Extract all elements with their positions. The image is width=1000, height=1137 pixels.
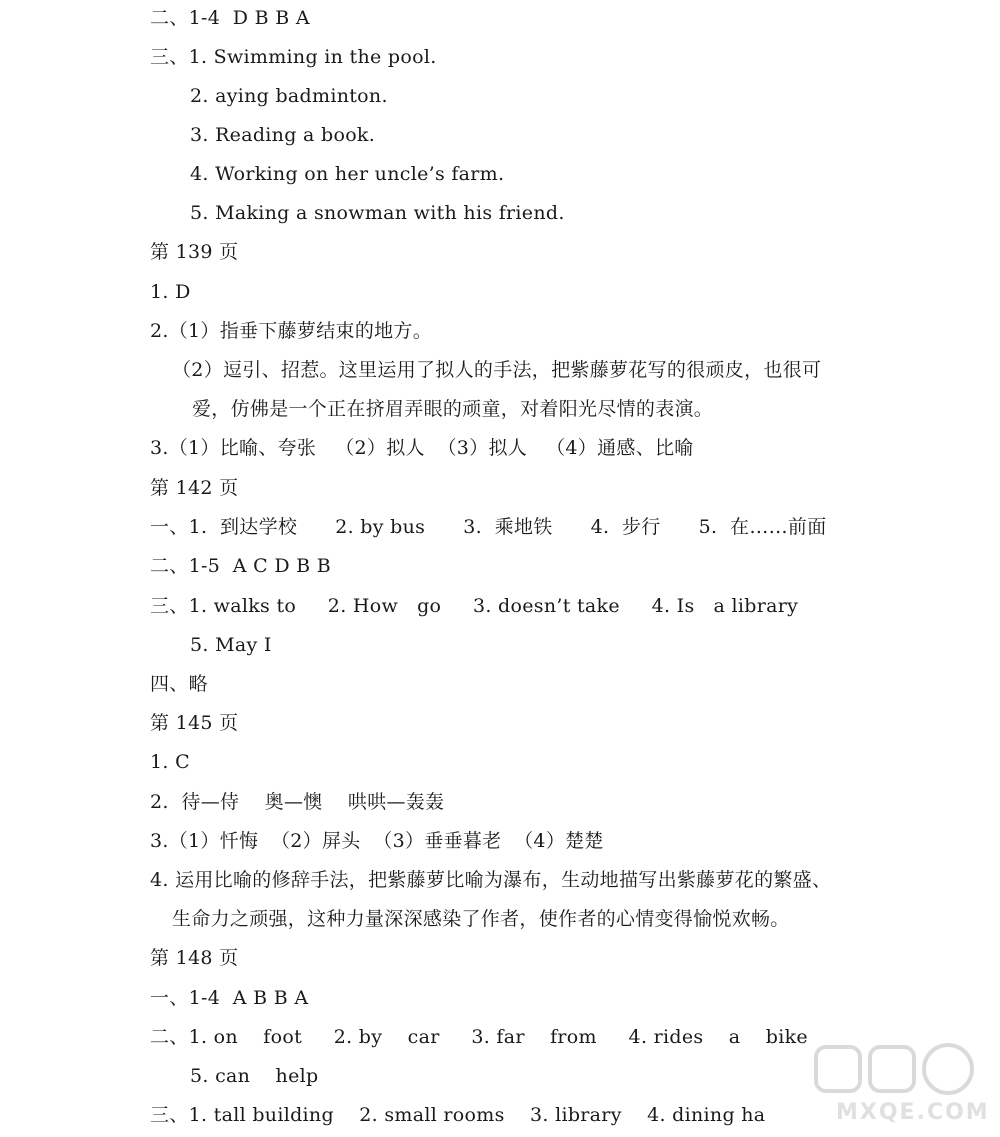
page-heading: 第 139 页	[150, 241, 239, 263]
answer-line: 5. May I	[190, 634, 272, 656]
answer-line: 二、1-4 D B B A	[150, 7, 310, 29]
page-heading: 第 148 页	[150, 947, 239, 969]
answer-line: 2. aying badminton.	[190, 85, 388, 107]
answer-line: 爱，仿佛是一个正在挤眉弄眼的顽童，对着阳光尽情的表演。	[192, 398, 714, 420]
answer-line: 1. C	[150, 751, 190, 773]
answer-line: 3. Reading a book.	[190, 124, 376, 146]
answer-line: 一、1-4 A B B A	[150, 987, 309, 1009]
answer-line: 二、1-5 A C D B B	[150, 555, 332, 577]
answer-line: （2）逗引、招惹。这里运用了拟人的手法，把紫藤萝花写的很顽皮，也很可	[172, 359, 822, 381]
page-heading: 第 145 页	[150, 712, 239, 734]
answer-line: 三、1. walks to 2. How go 3. doesn’t take 4. Is a library	[150, 595, 799, 617]
answer-line: 3.（1）忏悔 （2）屏头 （3）垂垂暮老 （4）楚楚	[150, 830, 604, 852]
answer-line: 二、1. on foot 2. by car 3. far from 4. rides a bike	[150, 1026, 808, 1048]
answer-line: 5. can help	[190, 1065, 319, 1087]
answer-line: 4. 运用比喻的修辞手法，把紫藤萝比喻为瀑布，生动地描写出紫藤萝花的繁盛、	[150, 869, 832, 891]
answer-line: 1. D	[150, 281, 191, 303]
watermark-logo	[808, 1039, 988, 1131]
answer-line: 四、略	[150, 673, 208, 695]
answer-line: 2.（1）指垂下藤萝结束的地方。	[150, 320, 433, 342]
answer-line: 2. 待—侍 奥—懊 哄哄—轰轰	[150, 791, 445, 813]
answer-line: 三、1. tall building 2. small rooms 3. library 4. dining ha	[150, 1104, 766, 1126]
answer-line: 生命力之顽强，这种力量深深感染了作者，使作者的心情变得愉悦欢畅。	[172, 908, 790, 930]
answer-line: 5. Making a snowman with his friend.	[190, 202, 565, 224]
watermark-text: MXQE.COM	[836, 1100, 990, 1125]
answer-line: 一、1. 到达学校 2. by bus 3. 乘地铁 4. 步行 5. 在……前面	[150, 516, 827, 538]
page-heading: 第 142 页	[150, 477, 239, 499]
answer-line: 三、1. Swimming in the pool.	[150, 46, 437, 68]
answer-line: 4. Working on her uncle’s farm.	[190, 163, 505, 185]
answer-line: 3.（1）比喻、夸张 （2）拟人 （3）拟人 （4）通感、比喻	[150, 437, 694, 459]
